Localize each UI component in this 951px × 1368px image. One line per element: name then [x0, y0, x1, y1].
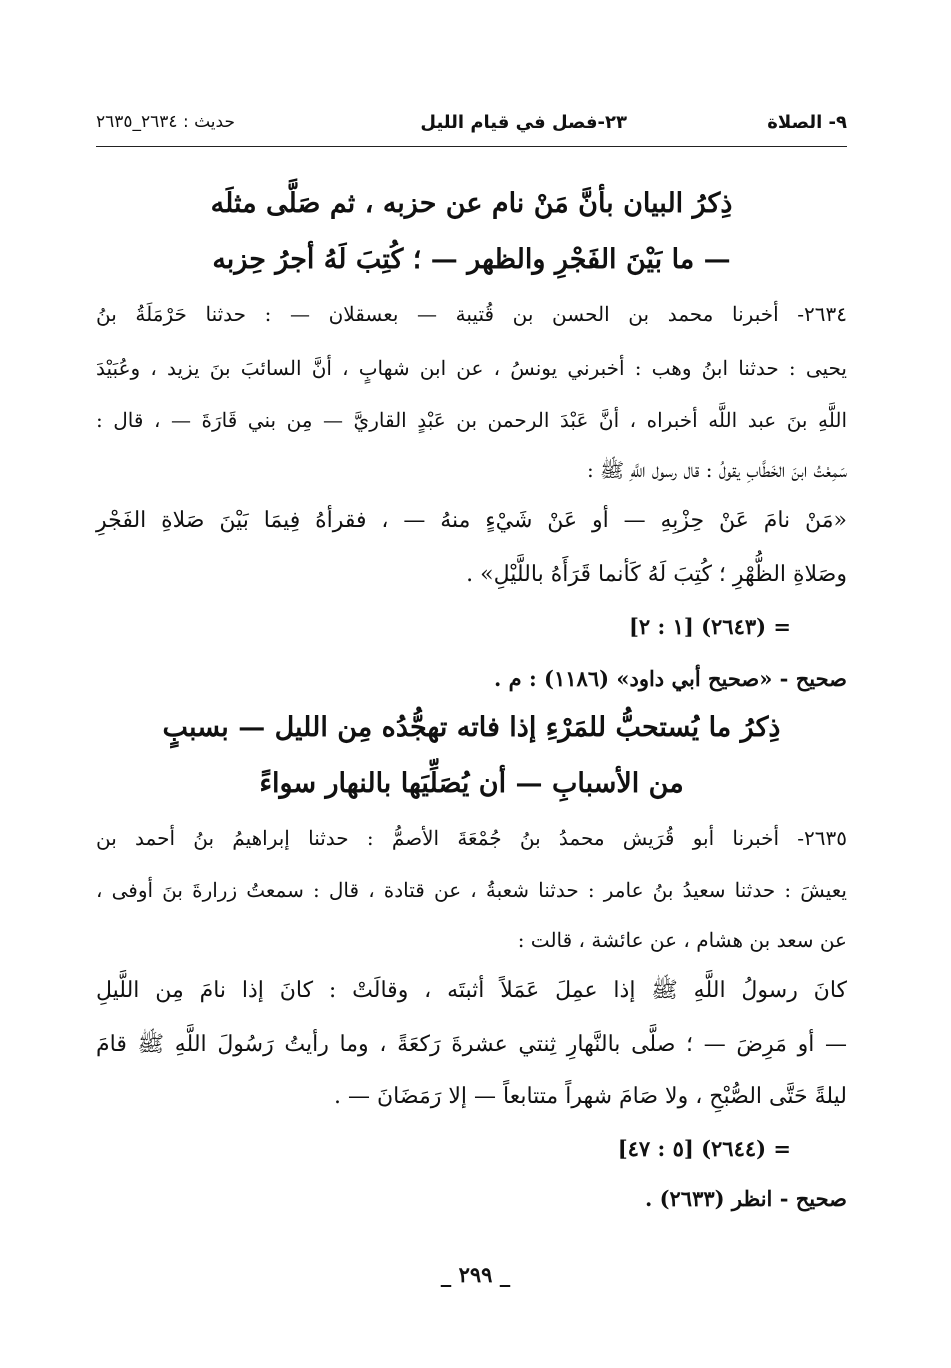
chapter-title-line: ذِكرُ البيان بأنَّ مَنْ نام عن حزبه ، ثم صَلَّى مثلَه [210, 188, 733, 219]
header-section: ٢٣-فصل في قيام الليل [420, 112, 627, 133]
matn-line: — أو مَرِضَ — ؛ صلَّى بالنَّهارِ ثِنتي عشرةَ رَكعَةً ، وما رأيتُ رَسُولَ اللَّهِ ﷺ قامَ [96, 1032, 847, 1057]
running-header [96, 108, 847, 144]
header-divider [96, 146, 847, 147]
hadith-reference: = (٢٦٤٤) [٥ : ٤٧] [617, 1136, 791, 1161]
isnad-line: عن سعد بن هشام ، عن عائشة ، قالت : [517, 928, 847, 952]
page-number: _ ٢٩٩ _ [440, 1262, 511, 1287]
isnad-line: سَمِعْتُ ابنَ الخَطَّابِ يقولُ : قال رسول اللَّهِ ﷺ : [586, 458, 847, 482]
hadith-grade: صحيح - «صحيح أبي داود» (١١٨٦) : م . [494, 666, 847, 691]
isnad-line: ٢٦٣٤- أخبرنا محمد بن الحسن بن قُتيبة — بعسقلان — : حدثنا حَرْمَلَةُ بنُ [96, 302, 848, 326]
isnad-line: اللَّهِ بنَ عبد اللَّه أخبراه ، أنَّ عَبْدَ الرحمن بن عَبْدٍ القاريَّ — مِن بني قَارَةَ — ، قال : [96, 408, 847, 432]
hadith-reference: = (٢٦٤٣) [١ : ٢] [628, 614, 791, 639]
matn-line: وصَلاةِ الظُّهْرِ ؛ كُتِبَ لَهُ كَأنما قَرَأَهُ باللَّيْلِ» . [466, 562, 847, 587]
matn-line: «مَنْ نامَ عَنْ حِزْبِهِ — أو عَنْ شَيْءٍ منهُ — ، فقرأهُ فِيمَا بَيْنَ صَلاةِ الفَجْرِ [96, 508, 847, 533]
chapter-title-line: من الأسبابِ — أن يُصَلِّيَها بالنهار سواءً [259, 768, 684, 799]
chapter-title-line: ذِكرُ ما يُستحبُّ للمَرْءِ إذا فاته تهجُّدُه مِن الليل — بسببٍ [162, 712, 781, 743]
matn-line: ليلةً حَتَّى الصُّبْحِ ، ولا صَامَ شهراً متتابعاً — إلا رَمَضَانَ — . [334, 1084, 847, 1109]
isnad-line: يعيشَ : حدثنا سعيدُ بنُ عامر : حدثنا شعبةُ ، عن قتادة ، قال : سمعتُ زرارةَ بنَ أوفى ، [96, 878, 847, 902]
header-hadith-range: حديث : ٢٦٣٤_٢٦٣٥ [96, 112, 235, 132]
header-chapter: ٩- الصلاة [767, 112, 847, 133]
isnad-line: يحيى : حدثنا ابنُ وهب : أخبرني يونسُ ، عن ابن شهابٍ ، أنَّ السائبَ بنَ يزيد ، وعُبَيْدَ [96, 356, 847, 380]
matn-line: كانَ رسولُ اللَّهِ ﷺ إذا عمِلَ عَمَلاً أثبتَه ، وقالَتْ : كانَ إذا نامَ مِن اللَّيلِ [96, 978, 847, 1003]
chapter-title-line: — ما بَيْنَ الفَجْرِ والظهر — ؛ كُتِبَ لَهُ أجرُ حِزبه [212, 244, 731, 275]
isnad-line: ٢٦٣٥- أخبرنا أبو قُرَيش محمدُ بنُ جُمْعَةَ الأصمُّ : حدثنا إبراهيمُ بنُ أحمد بن [96, 826, 847, 850]
hadith-grade: صحيح - انظر (٢٦٣٣) . [644, 1186, 847, 1211]
